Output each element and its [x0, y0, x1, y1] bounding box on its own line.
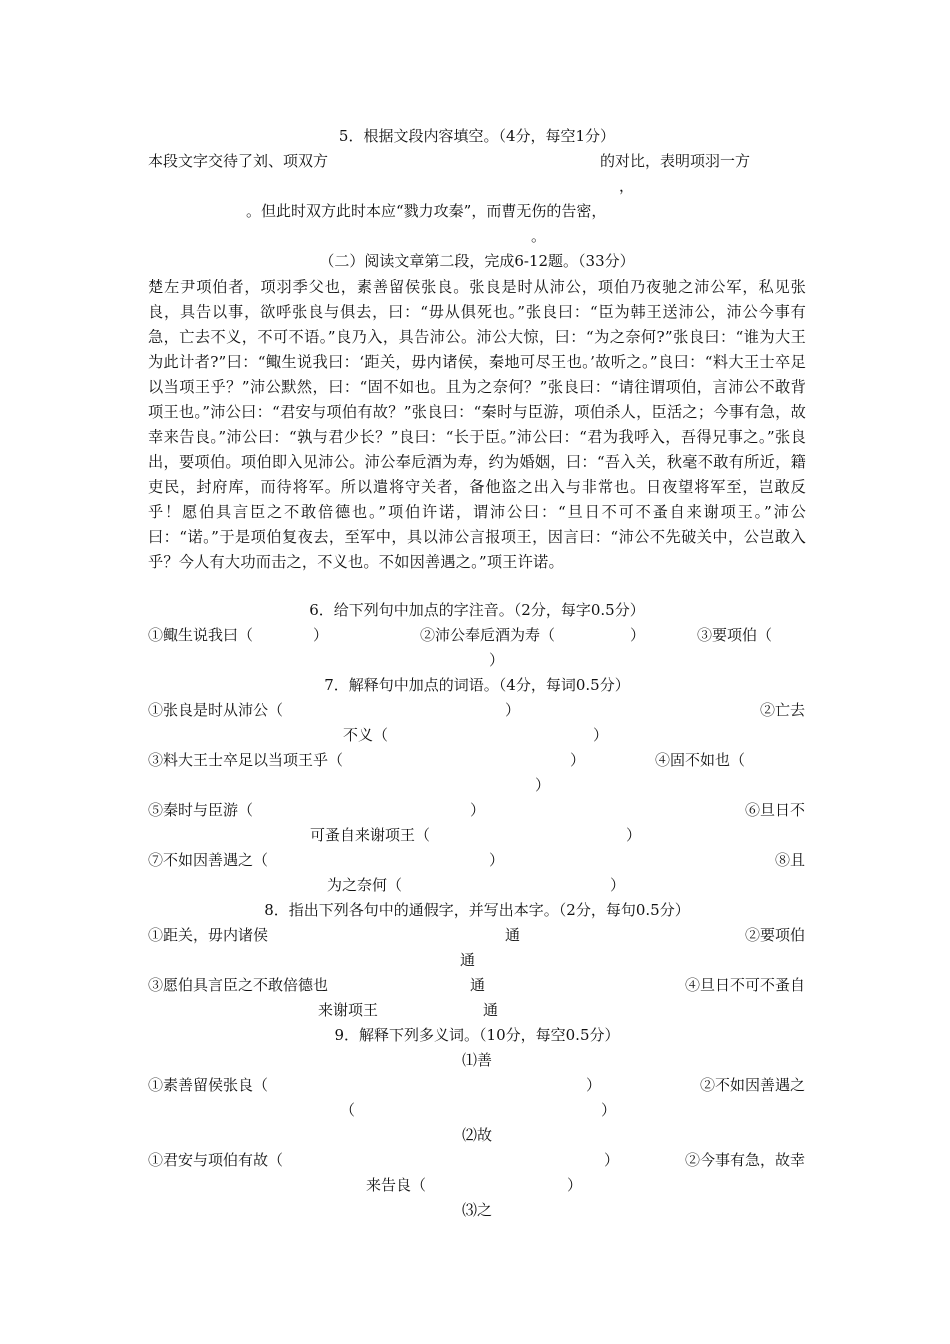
q9-word1: ⑴善 [461, 1051, 492, 1069]
q9-word2-item1: ①君安与项伯有故（ [148, 1151, 284, 1169]
q7-item3: ③料大王士卒足以当项王乎（ [148, 751, 344, 769]
q5-line1-left: 本段文字交待了刘、项双方 [148, 152, 329, 170]
q8-item4-b: 来谢项王 [318, 1001, 379, 1019]
q7-item6-close: ） [626, 826, 642, 844]
q7-item1-close: ） [505, 701, 521, 719]
q9-word2: ⑵故 [461, 1126, 492, 1144]
q6-item1: ①鲰生说我曰（ ） [148, 626, 329, 644]
q7-item6-b: 可蚤自来谢项王（ [310, 826, 431, 844]
q9-word1-item2-close: ） [601, 1101, 617, 1119]
q7-item8-a: ⑧且 [774, 851, 805, 869]
q5-line1-right: 的对比，表明项羽一方 [600, 152, 751, 170]
q8-title: 8．指出下列各句中的通假字，并写出本字。（2分，每句0.5分） [264, 901, 690, 919]
q5-line2: ， [619, 177, 635, 195]
q7-item6-a: ⑥旦日不 [744, 801, 805, 819]
q6-item2: ②沛公奉卮酒为寿（ ） [420, 626, 646, 644]
q7-item2-b: 不义（ [343, 726, 389, 744]
q9-word3: ⑶之 [461, 1201, 492, 1219]
q6-title: 6．给下列句中加点的字注音。（2分，每字0.5分） [309, 601, 645, 619]
q9-word2-item1-close: ） [604, 1151, 620, 1169]
q6-item3-close: ） [489, 651, 505, 669]
q5-line4: 。 [531, 227, 547, 245]
q9-word1-item2: ②不如因善遇之 [699, 1076, 805, 1094]
section2-title: （二）阅读文章第二段，完成6-12题。（33分） [319, 252, 635, 270]
classical-passage: 楚左尹项伯者，项羽季父也，素善留侯张良。张良是时从沛公，项伯乃夜驰之沛公军，私见张良，具告以事，欲呼张良与俱去，曰：“毋从俱死也。”张良曰：“臣为韩王送沛公，沛公今事有急，亡去不义，不可不语。”良乃入，具告沛公。沛公大惊，曰：“为之奈何?”张良曰：“谁为大王为此计者?”曰：“鲰生说我曰：‘距关，毋内诸侯，秦地可尽王也。’故听之。”良曰：“料大王士卒足以当项王乎？”沛公默然，曰：“固不如也。且为之奈何？”张良曰：“请往谓项伯，言沛公不敢背项王也。”沛公曰：“君安与项伯有故？”张良曰：“秦时与臣游，项伯杀人，臣活之；今事有急，故幸来告良。”沛公曰：“孰与君少长？”良曰：“长于臣。”沛公曰：“君为我呼入，吾得兄事之。”张良出，要项伯。项伯即入见沛公。沛公奉卮酒为寿，约为婚姻，曰：“吾入关，秋毫不敢有所近，籍吏民，封府库，而待将军。所以遣将守关者，备他盗之出入与非常也。日夜望将军至，岂敢反乎！愿伯具言臣之不敢倍德也。”项伯许诺，谓沛公曰：“旦日不可不蚤自来谢项王。”沛公曰：“诺。”于是项伯复夜去，至军中，具以沛公言报项王，因言曰：“沛公不先破关中，公岂敢入乎？今人有大功而击之，不义也。不如因善遇之。”项王许诺。 [148, 278, 806, 571]
q8-item4-tong: 通 [483, 1001, 499, 1019]
q7-item7: ⑦不如因善遇之（ [148, 851, 269, 869]
q5-line3: 。但此时双方此时本应“戮力攻秦”，而曹无伤的告密， [246, 202, 607, 220]
q5-title: 5．根据文段内容填空。（4分，每空1分） [338, 127, 616, 145]
q7-item5: ⑤秦时与臣游（ [148, 801, 254, 819]
q7-item2-close: ） [593, 726, 609, 744]
q7-item8-close: ） [610, 876, 626, 894]
q7-item7-close: ） [489, 851, 505, 869]
q8-item1-tong: 通 [505, 926, 521, 944]
q7-item3-close: ） [570, 751, 586, 769]
q7-item5-close: ） [470, 801, 486, 819]
q8-item2-tong: 通 [460, 951, 476, 969]
q9-word1-item1: ①素善留侯张良（ [148, 1076, 269, 1094]
q9-word2-item2-close: ） [567, 1176, 583, 1194]
q8-item2: ②要项伯 [744, 926, 805, 944]
q9-title: 9．解释下列多义词。（10分，每空0.5分） [334, 1026, 620, 1044]
q7-title: 7．解释句中加点的词语。（4分，每词0.5分） [324, 676, 630, 694]
q8-item3-tong: 通 [470, 976, 486, 994]
q9-word2-item2-a: ②今事有急，故幸 [684, 1151, 805, 1169]
q7-item2-a: ②亡去 [759, 701, 805, 719]
q8-item1: ①距关，毋内诸侯 [148, 926, 269, 944]
q7-item1: ①张良是时从沛公（ [148, 701, 284, 719]
q6-item3: ③要项伯（ [697, 626, 773, 644]
q8-item3: ③愿伯具言臣之不敢倍德也 [148, 976, 329, 994]
q7-item4-close: ） [535, 776, 551, 794]
q7-item4-a: ④固不如也（ [655, 751, 746, 769]
q9-word2-item2-b: 来告良（ [366, 1176, 427, 1194]
q8-item4-a: ④旦日不可不蚤自 [684, 976, 805, 994]
q9-word1-item1-close: ） [586, 1076, 602, 1094]
q7-item8-b: 为之奈何（ [327, 876, 403, 894]
q9-word1-item2-open: （ [340, 1101, 356, 1119]
